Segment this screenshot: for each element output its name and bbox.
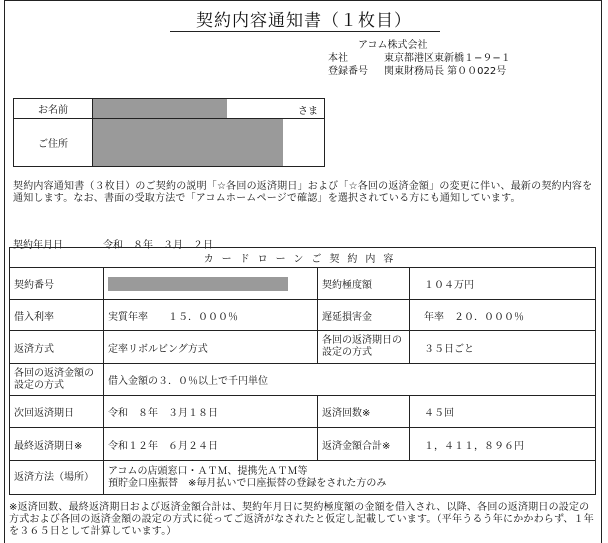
limit-value: １０４万円 (410, 268, 596, 300)
limit-label: 契約極度額 (318, 268, 410, 300)
pay-method-label: 返済方法（場所） (10, 461, 104, 495)
pay-method-line2: 預貯金口座振替 ※毎月払いで口座振替の登録をされた方のみ (108, 477, 387, 489)
customer-table (13, 98, 325, 167)
table-header: カードローンご契約内容 (10, 248, 596, 268)
total-value: １，４１１，８９６円 (410, 428, 596, 461)
footnote: ※返済回数、最終返済期日および返済金額合計は、契約年月日に契約極度額の金額を借入され、以降、各回の返済期日の設定の方式および各回の返済金額の設定の方式に従ってご返済がなされたと仮定し記載しています。（平年うるう年にかかわらず、１年を３６５日として計算しています。） (9, 502, 594, 537)
redacted-address (93, 119, 283, 166)
honorific: さま (298, 106, 318, 117)
company-name: アコム株式会社 (358, 40, 428, 51)
contract-table (9, 247, 596, 495)
late-value: 年率 ２０．０００％ (410, 300, 596, 331)
name-label: お名前 (14, 99, 93, 119)
next-due-value: 令和 ８年 ３月１８日 (104, 396, 318, 428)
rate-label: 借入利率 (10, 300, 104, 331)
due-setting-label: 各回の返済期日の設定の方式 (318, 331, 410, 364)
amount-setting-label: 各回の返済金額の設定の方式 (10, 364, 104, 396)
count-value: ４５回 (410, 396, 596, 428)
next-due-label: 次回返済期日 (10, 396, 104, 428)
document-title: 契約内容通知書（１枚目） (196, 11, 412, 31)
method-label: 返済方式 (10, 331, 104, 364)
late-label: 遅延損害金 (318, 300, 410, 331)
pay-method-line1: アコムの店頭窓口・ＡＴＭ、提携先ＡＴＭ等 (108, 465, 308, 477)
contract-no-label: 契約番号 (10, 268, 104, 300)
company-address: 東京都港区東新橋１−９−１ (384, 53, 511, 64)
rate-value: 実質年率 １５．０００％ (104, 300, 318, 331)
total-label: 返済金額合計※ (318, 428, 410, 461)
due-setting-value: ３５日ごと (410, 331, 596, 364)
contract-date: 令和 ８年 ３月 ２日 (103, 240, 213, 251)
registration-label: 登録番号 (328, 66, 368, 77)
address-label: ご住所 (14, 119, 93, 167)
redacted-contract-no (108, 277, 288, 291)
final-due-label: 最終返済期日※ (10, 428, 104, 461)
redacted-name (93, 99, 227, 118)
title-underline (170, 31, 440, 32)
registration-number: 関東財務局長 第００022号 (384, 66, 507, 77)
contract-date-label: 契約年月日 (13, 240, 63, 251)
final-due-value: 令和１２年 ６月２４日 (104, 428, 318, 461)
company-address-label: 本社 (328, 53, 348, 64)
amount-setting-value: 借入金額の３．０％以上で千円単位 (104, 364, 596, 396)
count-label: 返済回数※ (318, 396, 410, 428)
method-value: 定率リボルビング方式 (104, 331, 318, 364)
intro-text: 契約内容通知書（３枚目）のご契約の説明「☆各回の返済期日」および「☆各回の返済金額」の変更に伴い、最新の契約内容を通知します。なお、書面の受取方法で「アコムホームページで確認」を選択されている方にも通知しています。 (13, 181, 593, 204)
